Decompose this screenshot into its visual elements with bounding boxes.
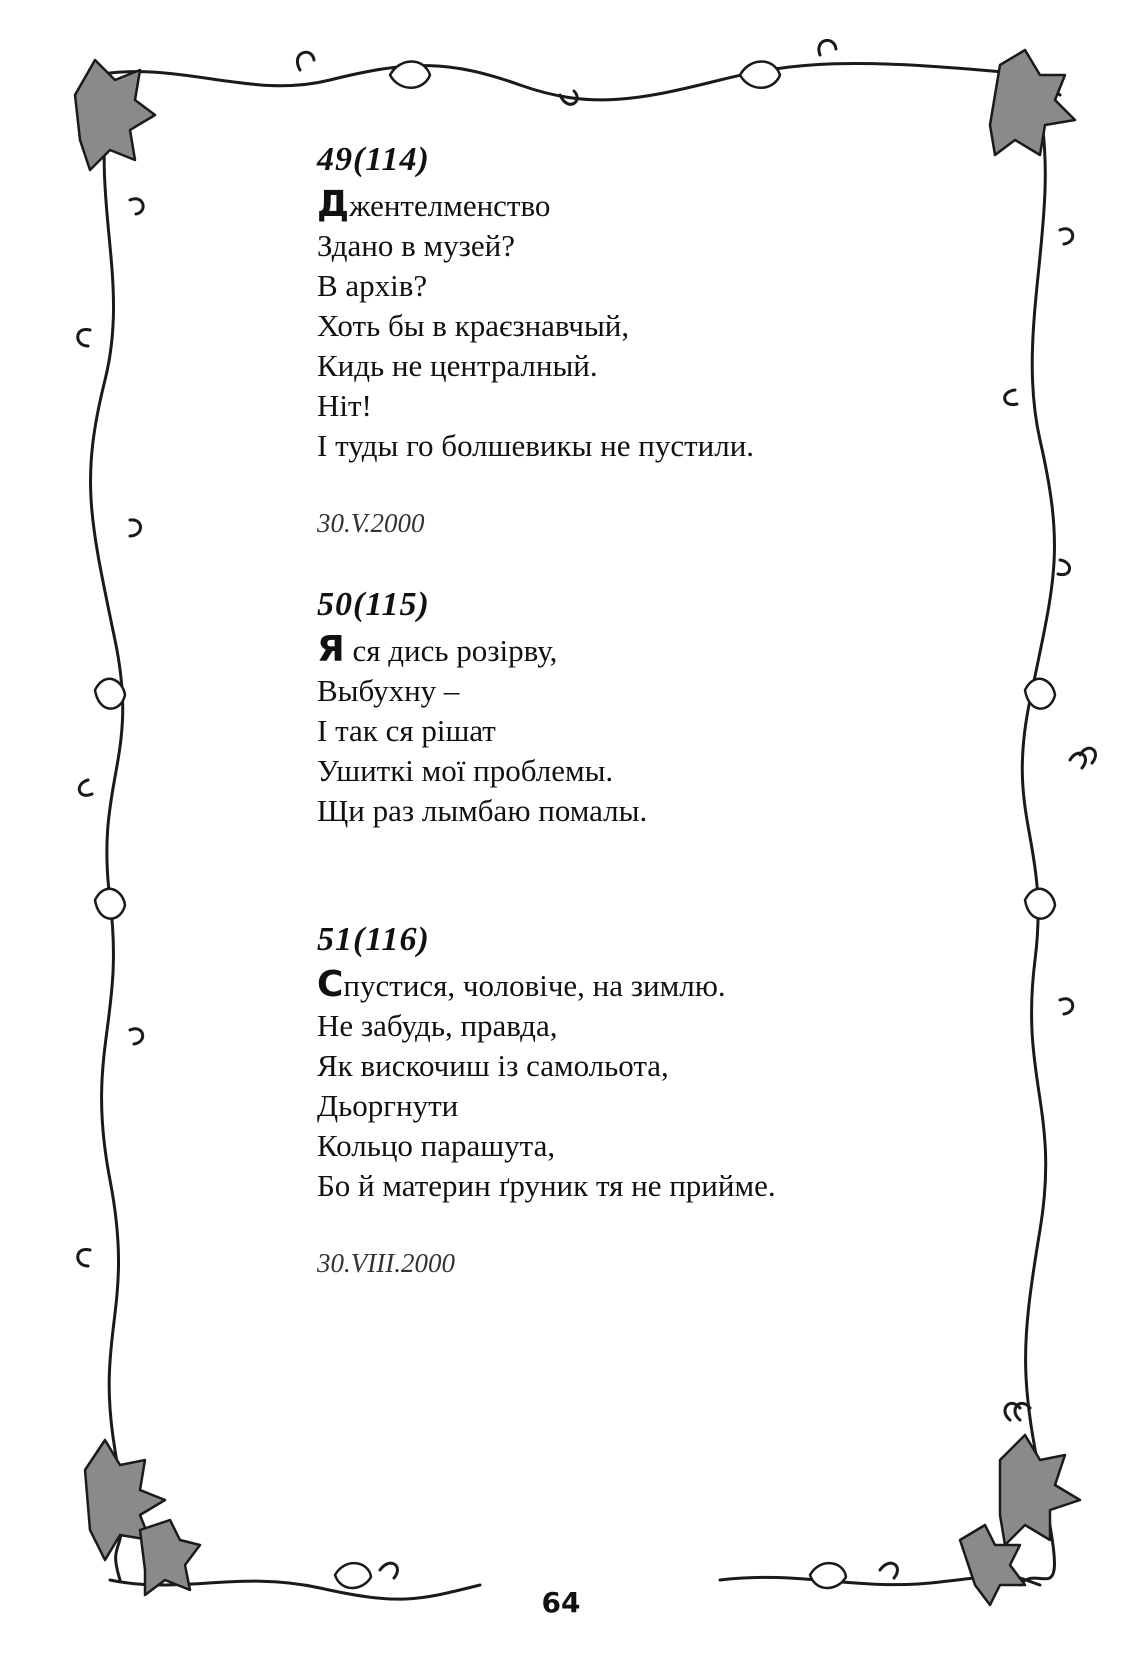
poem-49 — [317, 140, 754, 540]
drop-cap: С — [317, 964, 344, 1005]
poem-line: Кидь не централный. — [317, 348, 598, 383]
poem-line: Дьоргнути — [317, 1088, 459, 1123]
poem-51 — [317, 920, 776, 1280]
poem-line: І так ся рішат — [317, 713, 496, 748]
poem-line — [317, 966, 776, 1006]
drop-cap: Д — [317, 184, 350, 225]
poem-line: Здано в музей? — [317, 228, 515, 263]
poem-line-text: жентелменство — [349, 188, 551, 223]
poem-line-text: ся дись розірву, — [344, 633, 558, 668]
poem-line-text: пустися, чоловіче, на зимлю. — [343, 968, 726, 1003]
poem-line: Кольцо парашута, — [317, 1128, 556, 1163]
poem-line: Не забудь, правда, — [317, 1008, 558, 1043]
poem-line: І туды го болшевикы не пустили. — [317, 428, 755, 463]
poem-line — [317, 631, 647, 671]
poem-line: Як вискочиш із самольота, — [317, 1048, 669, 1083]
poem-line: В архів? — [317, 268, 428, 303]
poem-number: 49(114) — [317, 141, 430, 178]
poem-line: Ніт! — [317, 388, 372, 423]
drop-cap: Я — [317, 629, 345, 670]
poem-date: 30.VIII.2000 — [317, 1248, 455, 1278]
poem-line: Ушиткі мої проблемы. — [317, 753, 614, 788]
poem-line: Хоть бы в краєзнавчый, — [317, 308, 630, 343]
poem-number: 50(115) — [317, 586, 430, 623]
poem-50 — [317, 585, 647, 831]
page-number: 64 — [541, 1586, 581, 1619]
poem-line: Выбухну – — [317, 673, 460, 708]
poem-line: Щи раз лымбаю помалы. — [317, 793, 648, 828]
poem-date: 30.V.2000 — [317, 508, 425, 538]
poem-line — [317, 186, 754, 226]
poem-number: 51(116) — [317, 921, 430, 958]
poem-line: Бо й материн ґруник тя не прийме. — [317, 1168, 776, 1203]
